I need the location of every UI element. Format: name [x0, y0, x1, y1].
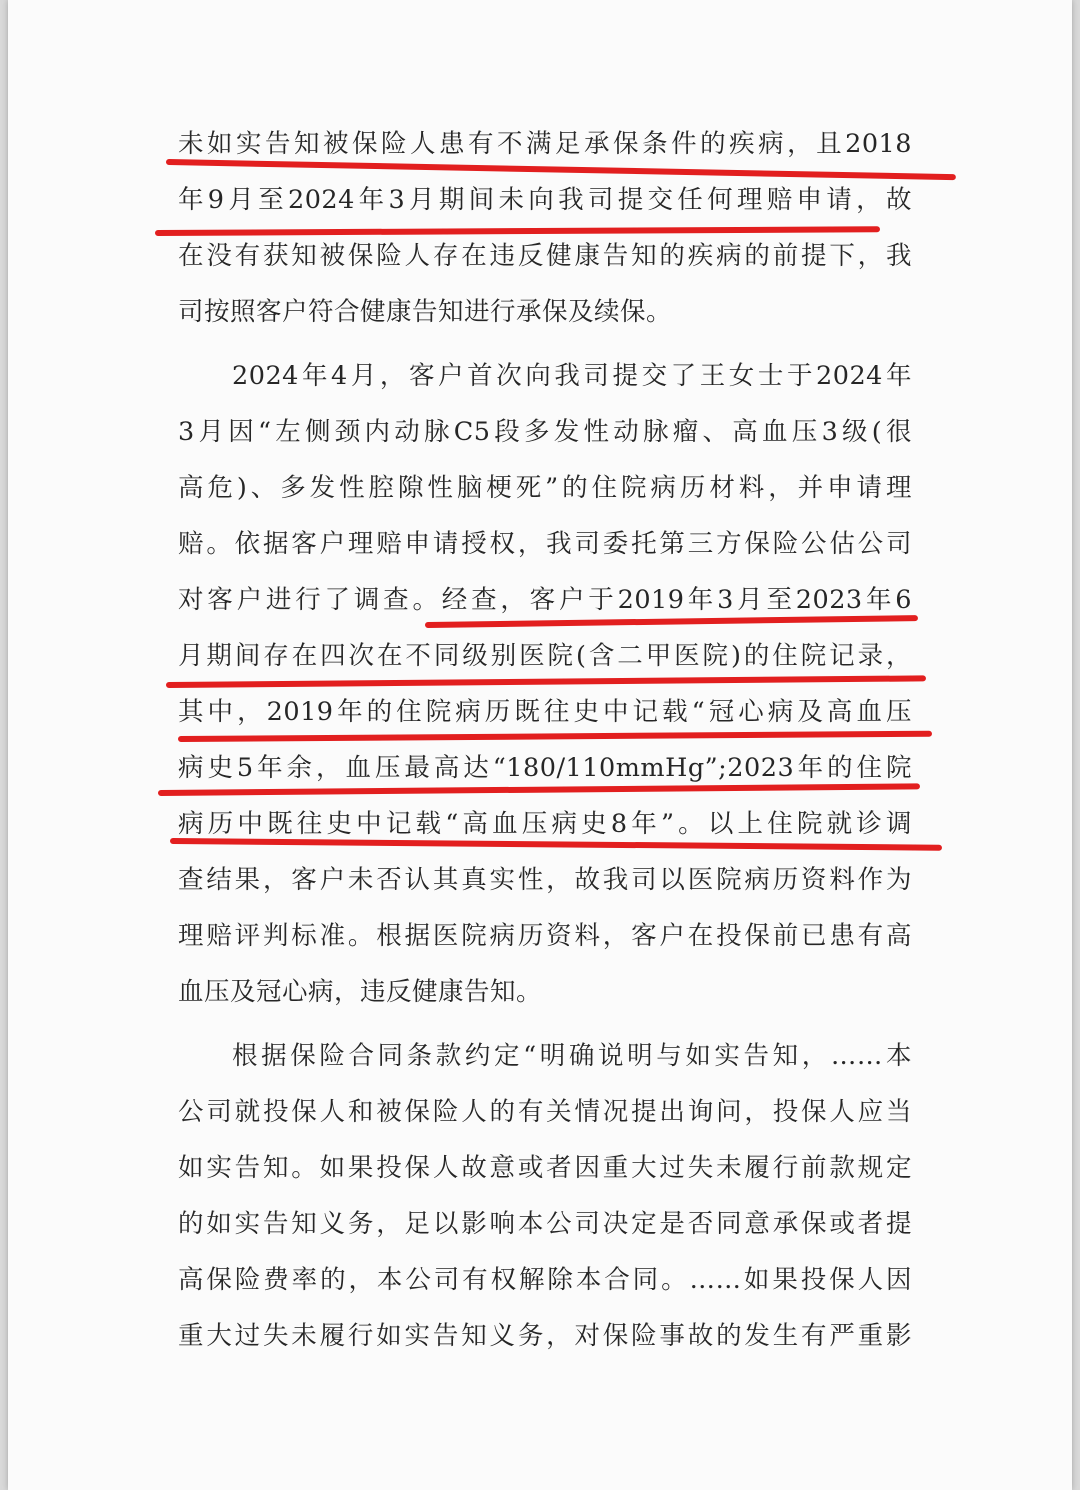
- text-line: 高危)、多发性腔隙性脑梗死”的住院病历材料，并申请理: [178, 473, 912, 503]
- text-line: 在没有获知被保险人存在违反健康告知的疾病的前提下，我: [178, 241, 912, 271]
- text-line: 年9月至2024年3月期间未向我司提交任何理赔申请，故: [178, 185, 912, 215]
- document-page: [8, 0, 1072, 1490]
- text-line: 血压及冠心病，违反健康告知。: [178, 977, 543, 1007]
- text-line: 3月因“左侧颈内动脉C5段多发性动脉瘤、高血压3级(很: [178, 417, 912, 447]
- text-line: 赔。依据客户理赔申请授权，我司委托第三方保险公估公司: [178, 529, 912, 559]
- text-line: 的如实告知义务，足以影响本公司决定是否同意承保或者提: [178, 1209, 912, 1239]
- text-line: 查结果，客户未否认其真实性，故我司以医院病历资料作为: [178, 865, 912, 895]
- text-line: 其中，2019年的住院病历既往史中记载“冠心病及高血压: [178, 697, 912, 727]
- text-line: 病史5年余，血压最高达“180/110mmHg”;2023年的住院: [178, 753, 912, 783]
- text-line: 如实告知。如果投保人故意或者因重大过失未履行前款规定: [178, 1153, 912, 1183]
- text-line: 高保险费率的，本公司有权解除本合同。……如果投保人因: [178, 1265, 912, 1295]
- text-line: 月期间存在四次在不同级别医院(含二甲医院)的住院记录，: [178, 641, 912, 671]
- text-line: 对客户进行了调查。经查，客户于2019年3月至2023年6: [178, 585, 912, 615]
- text-line: 公司就投保人和被保险人的有关情况提出询问，投保人应当: [178, 1097, 912, 1127]
- text-line: 病历中既往史中记载“高血压病史8年”。以上住院就诊调: [178, 809, 912, 839]
- text-line: 理赔评判标准。根据医院病历资料，客户在投保前已患有高: [178, 921, 912, 951]
- text-line: 根据保险合同条款约定“明确说明与如实告知，……本: [232, 1041, 912, 1071]
- text-line: 未如实告知被保险人患有不满足承保条件的疾病，且2018: [178, 129, 912, 159]
- text-line: 重大过失未履行如实告知义务，对保险事故的发生有严重影: [178, 1321, 912, 1351]
- text-line: 2024年4月，客户首次向我司提交了王女士于2024年: [232, 361, 912, 391]
- text-line: 司按照客户符合健康告知进行承保及续保。: [178, 297, 673, 327]
